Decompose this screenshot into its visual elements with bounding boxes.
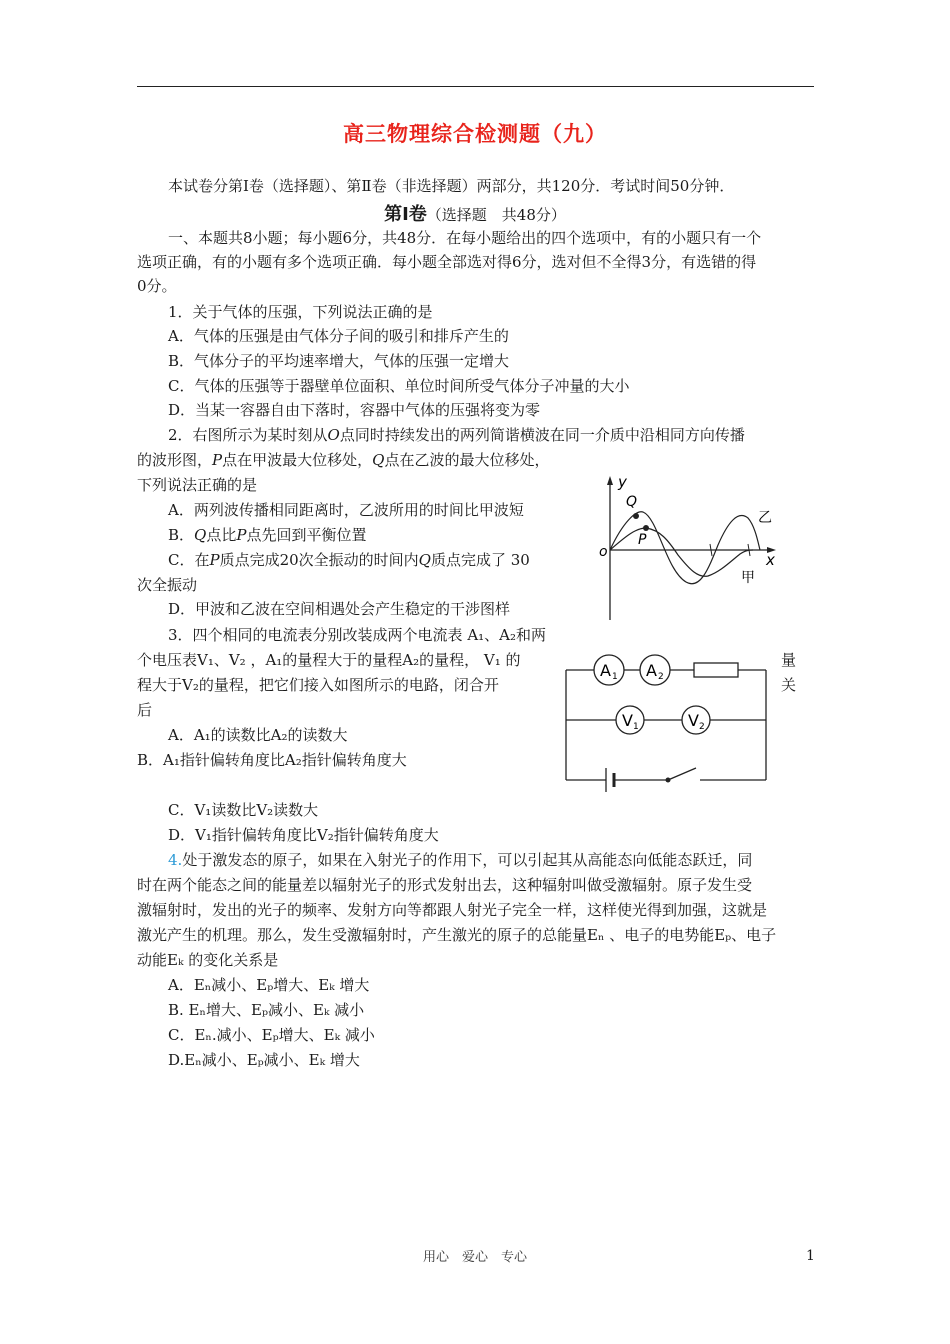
q3-stem-line-1: 3．四个相同的电流表分别改装成两个电流表 A₁、A₂和两 xyxy=(168,626,547,644)
q1-stem: 1．关于气体的压强，下列说法正确的是 xyxy=(168,303,433,321)
circuit-figure xyxy=(560,650,775,800)
q1-option-b: B．气体分子的平均速率增大，气体的压强一定增大 xyxy=(168,352,510,370)
q4-line-2: 时在两个能态之间的能量差以辐射光子的形式发射出去，这种辐射叫做受激辐射。原子发生受 xyxy=(137,876,753,894)
ammeter-a1-sub: 1 xyxy=(612,672,618,682)
q4-option-b: B. Eₙ增大、Eₚ减小、Eₖ 减小 xyxy=(168,1001,365,1019)
q2-c-q: Q xyxy=(418,551,431,569)
q2-l2-p: P xyxy=(212,451,223,469)
q2-l1-o: O xyxy=(327,426,340,444)
q3-stem-line-2: 个电压表V₁、V₂ ，A₁的量程大于的量程A₂的量程， V₁ 的 xyxy=(137,651,521,669)
footer-text: 用心 爱心 专心 xyxy=(422,1250,527,1265)
voltmeter-v1-sub: 1 xyxy=(633,722,639,732)
jia-label: 甲 xyxy=(741,570,755,586)
q2-option-c-line-2: 次全振动 xyxy=(137,576,198,594)
yi-label: 乙 xyxy=(758,510,772,526)
point-p xyxy=(643,525,649,531)
q4-line-5: 动能Eₖ 的变化关系是 xyxy=(137,951,279,969)
q2-c-e: 质点完成了 30 xyxy=(430,551,530,569)
q3-stem-line-3-tail: 关 xyxy=(781,676,797,694)
q2-c-p: P xyxy=(209,551,220,569)
q2-l2-c: 点在甲波最大位移处， xyxy=(222,451,373,469)
q1-option-c: C．气体的压强等于器壁单位面积、单位时间所受气体分子冲量的大小 xyxy=(168,377,630,395)
q2-b-q: Q xyxy=(194,526,207,544)
q4-line-3: 激辐射时，发出的光子的频率、发射方向等都跟人射光子完全一样，这样使光得到加强，这就是 xyxy=(137,901,768,919)
q4-option-a: A．Eₙ减小、Eₚ增大、Eₖ 增大 xyxy=(168,976,370,994)
x-label: x xyxy=(766,551,775,569)
q4-line-4: 激光产生的机理。那么，发生受激辐射时，产生激光的原子的总能量Eₙ 、电子的电势能Eₚ、电子 xyxy=(137,926,777,944)
voltmeter-v2-label: V xyxy=(688,711,699,730)
q3-option-c: C．V₁读数比V₂读数大 xyxy=(168,801,319,819)
ammeter-a2-sub: 2 xyxy=(658,672,664,682)
voltmeter-v2-sub: 2 xyxy=(699,722,705,732)
q4-line-1-text: 处于激发态的原子，如果在入射光子的作用下，可以引起其从高能态向低能态跃迁，同 xyxy=(182,851,753,869)
origin-label: o xyxy=(599,544,608,560)
q2-stem-line-2 xyxy=(137,450,549,470)
section-heading-rest: （选择题 共48分） xyxy=(426,206,566,224)
header-rule xyxy=(137,86,814,87)
q2-l2-a: 的波形图， xyxy=(137,451,213,469)
section-heading-bold: 第Ⅰ卷 xyxy=(384,204,427,225)
page-title: 高三物理综合检测题（九） xyxy=(343,122,607,146)
q4-option-c: C．Eₙ.减小、Eₚ增大、Eₖ 减小 xyxy=(168,1026,375,1044)
ammeter-a2-label: A xyxy=(646,661,657,680)
wave-yi xyxy=(610,512,760,584)
section-heading xyxy=(0,200,950,226)
q-label: Q xyxy=(626,494,638,510)
p-label: P xyxy=(638,532,647,548)
q2-b-p: P xyxy=(236,526,247,544)
q2-b-a: B． xyxy=(168,526,195,544)
q3-stem-line-3: 程大于V₂的量程，把它们接入如图所示的电路，闭合开 xyxy=(137,676,499,694)
q2-option-c-line-1 xyxy=(168,550,530,570)
wave-jia xyxy=(610,528,753,576)
q2-b-c: 点比 xyxy=(206,526,237,544)
q1-option-d: D．当某一容器自由下落时，容器中气体的压强将变为零 xyxy=(168,401,541,419)
q3-stem-line-2-tail: 量 xyxy=(781,651,797,669)
q2-stem-line-1 xyxy=(168,425,745,445)
q2-b-e: 点先回到平衡位置 xyxy=(246,526,367,544)
instructions-line-2: 选项正确，有的小题有多个选项正确．每小题全部选对得6分，选对但不全得3分，有选错的得 xyxy=(137,253,757,271)
q2-option-a: A．两列波传播相同距离时，乙波所用的时间比甲波短 xyxy=(168,501,524,519)
q2-l1-a: 2．右图所示为某时刻从 xyxy=(168,426,328,444)
q2-l2-q: Q xyxy=(372,451,385,469)
q2-l2-e: 点在乙波的最大位移处， xyxy=(384,451,550,469)
wave-figure xyxy=(598,470,798,630)
ammeter-a1-label: A xyxy=(600,661,611,680)
page-number: 1 xyxy=(806,1248,815,1264)
q4-option-d: D.Eₙ减小、Eₚ减小、Eₖ 增大 xyxy=(168,1051,360,1069)
q1-option-a: A．气体的压强是由气体分子间的吸引和排斥产生的 xyxy=(168,327,509,345)
instructions-line-3: 0分。 xyxy=(137,277,177,295)
resistor xyxy=(694,663,738,677)
y-label: y xyxy=(618,473,627,491)
q2-stem-line-3: 下列说法正确的是 xyxy=(137,476,258,494)
switch-blade xyxy=(668,768,696,780)
q2-c-c: 质点完成20次全振动的时间内 xyxy=(219,551,419,569)
point-q xyxy=(633,513,639,519)
q3-option-a: A．A₁的读数比A₂的读数大 xyxy=(168,726,348,744)
q2-c-a: C．在 xyxy=(168,551,210,569)
y-axis-arrow-icon xyxy=(607,476,613,485)
q2-l1-c: 点同时持续发出的两列简谐横波在同一介质中沿相同方向传播 xyxy=(339,426,745,444)
voltmeter-v1-label: V xyxy=(622,711,633,730)
q2-option-b xyxy=(168,525,366,545)
q4-line-1 xyxy=(168,850,752,870)
q3-stem-line-4: 后 xyxy=(137,701,153,719)
q4-number: 4. xyxy=(168,851,183,869)
q2-option-d: D．甲波和乙波在空间相遇处会产生稳定的干涉图样 xyxy=(168,600,511,618)
intro-text: 本试卷分第Ⅰ卷（选择题）、第Ⅱ卷（非选择题）两部分，共120分．考试时间50分钟． xyxy=(168,177,735,195)
instructions-line-1: 一、本题共8小题；每小题6分，共48分．在每小题给出的四个选项中，有的小题只有一个 xyxy=(168,229,762,247)
q3-option-b: B．A₁指针偏转角度比A₂指针偏转角度大 xyxy=(137,751,407,769)
q3-option-d: D．V₁指针偏转角度比V₂指针偏转角度大 xyxy=(168,826,439,844)
